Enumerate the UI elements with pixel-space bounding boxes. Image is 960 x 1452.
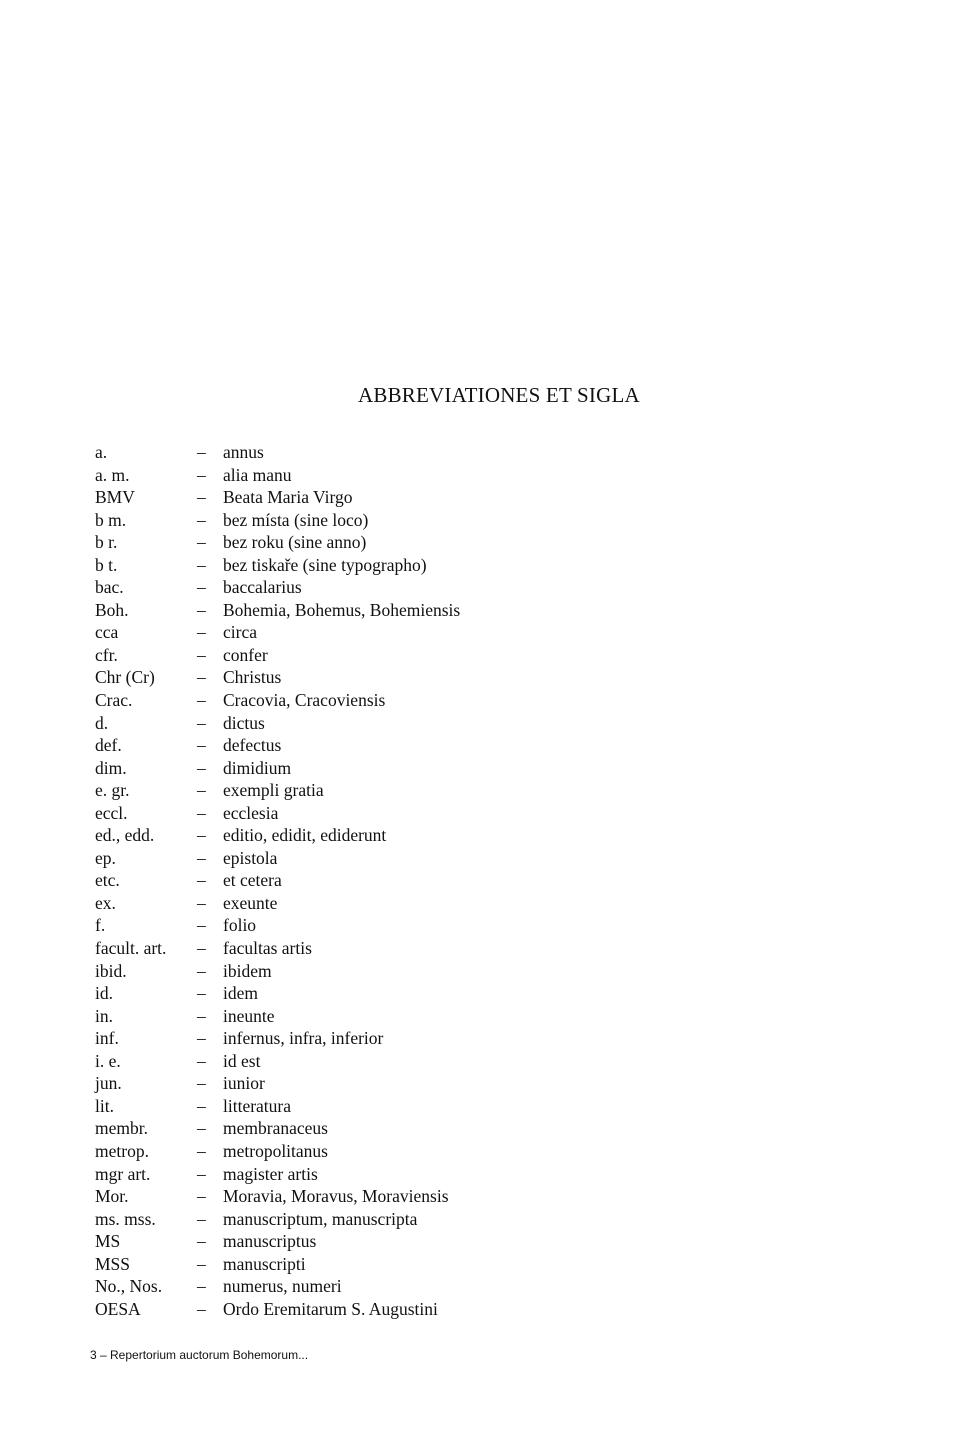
abbreviation-dash: – xyxy=(197,1028,206,1049)
abbreviation-definition: id est xyxy=(223,1050,261,1071)
abbreviation-term: lit. xyxy=(95,1095,114,1116)
abbreviation-dash: – xyxy=(197,780,206,801)
abbreviation-term: MS xyxy=(95,1231,121,1252)
abbreviation-definition: manuscriptus xyxy=(223,1231,317,1252)
abbreviation-row xyxy=(95,960,715,983)
abbreviation-term: ms. mss. xyxy=(95,1208,156,1229)
abbreviation-definition: Cracovia, Cracoviensis xyxy=(223,690,386,711)
abbreviation-dash: – xyxy=(197,532,206,553)
abbreviation-row xyxy=(95,666,715,689)
abbreviation-term: MSS xyxy=(95,1253,131,1274)
abbreviation-dash: – xyxy=(197,983,206,1004)
abbreviation-row xyxy=(95,1208,715,1231)
abbreviation-dash: – xyxy=(197,870,206,891)
abbreviation-definition: ineunte xyxy=(223,1005,275,1026)
abbreviation-row xyxy=(95,1298,715,1321)
abbreviation-term: Chr (Cr) xyxy=(95,667,155,688)
abbreviation-definition: manuscriptum, manuscripta xyxy=(223,1208,418,1229)
abbreviation-dash: – xyxy=(197,599,206,620)
abbreviation-definition: annus xyxy=(223,442,264,462)
abbreviation-definition: infernus, infra, inferior xyxy=(223,1028,384,1049)
abbreviation-dash: – xyxy=(197,825,206,846)
abbreviation-dash: – xyxy=(197,690,206,711)
abbreviation-row xyxy=(95,824,715,847)
abbreviation-row xyxy=(95,509,715,532)
abbreviation-term: Boh. xyxy=(95,599,129,620)
abbreviation-definition: confer xyxy=(223,644,268,665)
abbreviation-definition: Beata Maria Virgo xyxy=(223,487,353,508)
abbreviation-row xyxy=(95,486,715,509)
abbreviation-row xyxy=(95,1050,715,1073)
abbreviation-definition: epistola xyxy=(223,847,278,868)
abbreviation-row xyxy=(95,1095,715,1118)
abbreviation-dash: – xyxy=(197,915,206,936)
abbreviation-term: facult. art. xyxy=(95,938,167,959)
abbreviation-dash: – xyxy=(197,960,206,981)
page-title: ABBREVIATIONES ET SIGLA xyxy=(358,383,640,407)
abbreviation-row xyxy=(95,1140,715,1163)
abbreviation-term: b m. xyxy=(95,509,127,530)
abbreviation-row xyxy=(95,1163,715,1186)
abbreviation-row xyxy=(95,847,715,870)
abbreviation-row xyxy=(95,869,715,892)
abbreviation-dash: – xyxy=(197,1050,206,1071)
abbreviation-definition: membranaceus xyxy=(223,1118,328,1139)
abbreviation-dash: – xyxy=(197,1163,206,1184)
abbreviation-row xyxy=(95,712,715,735)
abbreviation-term: eccl. xyxy=(95,802,128,823)
abbreviation-definition: metropolitanus xyxy=(223,1140,328,1161)
abbreviation-term: cfr. xyxy=(95,644,118,665)
abbreviation-row xyxy=(95,689,715,712)
abbreviation-term: i. e. xyxy=(95,1050,121,1071)
abbreviation-row xyxy=(95,779,715,802)
abbreviation-dash: – xyxy=(197,847,206,868)
abbreviation-term: metrop. xyxy=(95,1140,149,1161)
abbreviation-term: etc. xyxy=(95,870,120,891)
abbreviation-row xyxy=(95,599,715,622)
abbreviation-dash: – xyxy=(197,644,206,665)
abbreviation-dash: – xyxy=(197,1118,206,1139)
abbreviation-row xyxy=(95,982,715,1005)
abbreviation-dash: – xyxy=(197,735,206,756)
abbreviation-dash: – xyxy=(197,1073,206,1094)
abbreviation-row xyxy=(95,464,715,487)
abbreviation-row xyxy=(95,937,715,960)
abbreviation-row xyxy=(95,531,715,554)
abbreviation-dash: – xyxy=(197,577,206,598)
abbreviation-dash: – xyxy=(197,802,206,823)
abbreviation-dash: – xyxy=(197,487,206,508)
abbreviation-definition: Bohemia, Bohemus, Bohemiensis xyxy=(223,599,461,620)
abbreviation-definition: magister artis xyxy=(223,1163,318,1184)
abbreviation-term: b t. xyxy=(95,554,118,575)
abbreviation-dash: – xyxy=(197,1005,206,1026)
abbreviation-list xyxy=(95,441,715,1320)
abbreviation-term: membr. xyxy=(95,1118,148,1139)
abbreviation-term: Mor. xyxy=(95,1186,129,1207)
abbreviation-dash: – xyxy=(197,464,206,485)
abbreviation-row xyxy=(95,576,715,599)
abbreviation-dash: – xyxy=(197,442,206,462)
abbreviation-definition: Ordo Eremitarum S. Augustini xyxy=(223,1298,438,1319)
abbreviation-row xyxy=(95,892,715,915)
abbreviation-definition: numerus, numeri xyxy=(223,1276,342,1297)
abbreviation-dash: – xyxy=(197,938,206,959)
abbreviation-row xyxy=(95,621,715,644)
abbreviation-definition: exempli gratia xyxy=(223,780,324,801)
abbreviation-dash: – xyxy=(197,1231,206,1252)
abbreviation-definition: litteratura xyxy=(223,1095,292,1116)
abbreviation-definition: facultas artis xyxy=(223,938,312,959)
abbreviation-row xyxy=(95,1230,715,1253)
abbreviation-definition: bez tiskaře (sine typographo) xyxy=(223,554,427,575)
abbreviation-dash: – xyxy=(197,509,206,530)
abbreviation-dash: – xyxy=(197,1186,206,1207)
abbreviation-dash: – xyxy=(197,622,206,643)
abbreviation-definition: ecclesia xyxy=(223,802,279,823)
abbreviation-term: b r. xyxy=(95,532,118,553)
abbreviation-term: OESA xyxy=(95,1298,141,1319)
abbreviation-definition: Moravia, Moravus, Moraviensis xyxy=(223,1186,449,1207)
abbreviation-term: def. xyxy=(95,735,122,756)
abbreviation-row xyxy=(95,1027,715,1050)
footer-note: 3 – Repertorium auctorum Bohemorum... xyxy=(90,1348,309,1362)
abbreviation-row xyxy=(95,1005,715,1028)
abbreviation-definition: baccalarius xyxy=(223,577,302,598)
abbreviation-term: ibid. xyxy=(95,960,127,981)
abbreviation-dash: – xyxy=(197,1208,206,1229)
abbreviation-dash: – xyxy=(197,1276,206,1297)
abbreviation-definition: idem xyxy=(223,983,258,1004)
abbreviation-term: BMV xyxy=(95,487,135,508)
abbreviation-row xyxy=(95,1253,715,1276)
abbreviation-term: ex. xyxy=(95,892,116,913)
abbreviation-dash: – xyxy=(197,712,206,733)
abbreviation-dash: – xyxy=(197,554,206,575)
abbreviation-term: dim. xyxy=(95,757,127,778)
abbreviation-term: bac. xyxy=(95,577,124,598)
abbreviation-term: in. xyxy=(95,1005,113,1026)
abbreviation-term: inf. xyxy=(95,1028,119,1049)
abbreviation-definition: bez místa (sine loco) xyxy=(223,509,369,530)
abbreviation-term: a. xyxy=(95,442,108,462)
abbreviation-term: a. m. xyxy=(95,464,130,485)
abbreviation-definition: iunior xyxy=(223,1073,265,1094)
abbreviation-row xyxy=(95,1185,715,1208)
abbreviation-row xyxy=(95,1072,715,1095)
abbreviation-term: id. xyxy=(95,983,113,1004)
abbreviation-row xyxy=(95,644,715,667)
abbreviation-definition: Christus xyxy=(223,667,282,688)
abbreviation-row xyxy=(95,802,715,825)
abbreviation-dash: – xyxy=(197,1253,206,1274)
abbreviation-definition: ibidem xyxy=(223,960,272,981)
abbreviation-definition: et cetera xyxy=(223,870,282,891)
abbreviation-row xyxy=(95,734,715,757)
abbreviation-row xyxy=(95,757,715,780)
abbreviation-definition: exeunte xyxy=(223,892,278,913)
abbreviation-definition: editio, edidit, ediderunt xyxy=(223,825,387,846)
abbreviation-dash: – xyxy=(197,1140,206,1161)
abbreviation-term: ed., edd. xyxy=(95,825,155,846)
abbreviation-row xyxy=(95,554,715,577)
abbreviation-dash: – xyxy=(197,1095,206,1116)
abbreviation-definition: dictus xyxy=(223,712,265,733)
abbreviation-definition: dimidium xyxy=(223,757,292,778)
abbreviation-term: d. xyxy=(95,712,109,733)
abbreviation-term: Crac. xyxy=(95,690,133,711)
abbreviation-term: mgr art. xyxy=(95,1163,151,1184)
abbreviation-row xyxy=(95,1117,715,1140)
abbreviation-term: No., Nos. xyxy=(95,1276,163,1297)
abbreviation-term: f. xyxy=(95,915,106,936)
abbreviation-definition: manuscripti xyxy=(223,1253,306,1274)
abbreviation-term: cca xyxy=(95,622,119,643)
abbreviation-definition: alia manu xyxy=(223,464,292,485)
abbreviation-dash: – xyxy=(197,667,206,688)
abbreviation-row xyxy=(95,1275,715,1298)
abbreviation-definition: bez roku (sine anno) xyxy=(223,532,367,553)
abbreviation-dash: – xyxy=(197,892,206,913)
abbreviation-dash: – xyxy=(197,757,206,778)
abbreviation-term: e. gr. xyxy=(95,780,130,801)
abbreviation-definition: folio xyxy=(223,915,257,936)
abbreviation-row xyxy=(95,914,715,937)
abbreviation-dash: – xyxy=(197,1298,206,1319)
abbreviation-definition: defectus xyxy=(223,735,282,756)
abbreviation-term: jun. xyxy=(95,1073,122,1094)
abbreviation-definition: circa xyxy=(223,622,257,643)
abbreviation-row xyxy=(95,441,715,464)
abbreviation-term: ep. xyxy=(95,847,116,868)
